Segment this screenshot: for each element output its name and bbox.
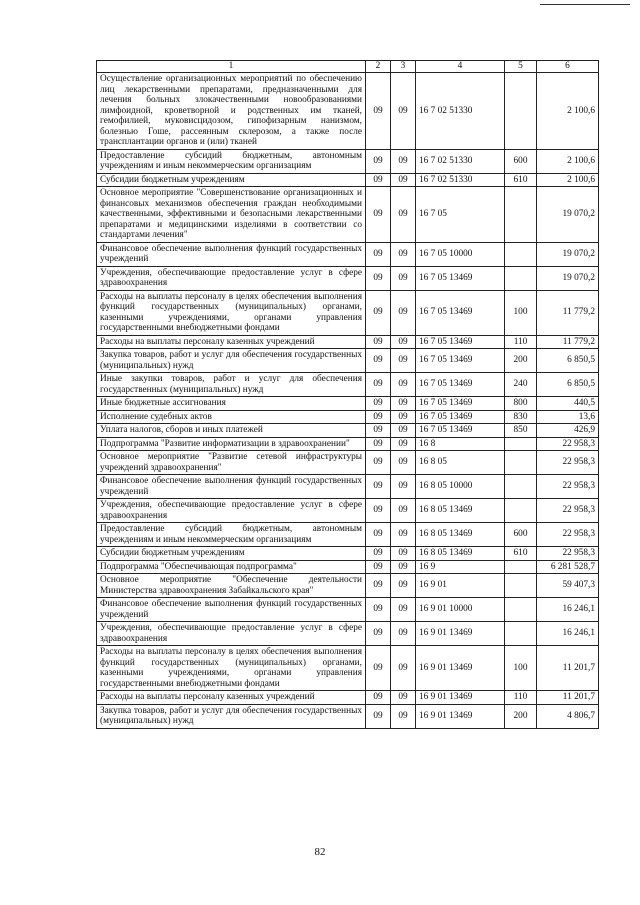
row-expense-type <box>505 242 537 266</box>
row-target-code: 16 9 01 <box>416 574 505 598</box>
row-name: Иные закупки товаров, работ и услуг для обеспечения государственных (муниципальных) нужд <box>97 373 366 397</box>
row-amount: 22 958,3 <box>537 451 599 475</box>
row-amount: 16 246,1 <box>537 598 599 622</box>
row-target-code: 16 7 05 13469 <box>416 373 505 397</box>
row-expense-type: 200 <box>505 349 537 373</box>
row-section: 09 <box>366 622 391 646</box>
row-subsection: 09 <box>391 397 416 411</box>
row-subsection: 09 <box>391 598 416 622</box>
row-section: 09 <box>366 451 391 475</box>
row-amount: 2 100,6 <box>537 149 599 173</box>
row-subsection: 09 <box>391 523 416 547</box>
row-target-code: 16 8 05 10000 <box>416 475 505 499</box>
row-name: Расходы на выплаты персоналу казенных учреждений <box>97 691 366 705</box>
budget-table <box>96 60 599 729</box>
row-section: 09 <box>366 437 391 451</box>
row-amount: 426,9 <box>537 424 599 438</box>
row-subsection: 09 <box>391 704 416 728</box>
table-row <box>97 704 599 728</box>
row-target-code: 16 9 01 13469 <box>416 622 505 646</box>
row-name: Учреждения, обеспечивающие предоставление услуг в сфере здравоохранения <box>97 622 366 646</box>
table-row <box>97 547 599 561</box>
row-subsection: 09 <box>391 349 416 373</box>
row-target-code: 16 7 02 51330 <box>416 73 505 150</box>
row-expense-type: 110 <box>505 691 537 705</box>
header-col-3: 3 <box>391 61 416 73</box>
row-name: Предоставление субсидий бюджетным, автономным учреждениям и иным некоммерческим организациям <box>97 523 366 547</box>
row-name: Субсидии бюджетным учреждениям <box>97 173 366 187</box>
row-subsection: 09 <box>391 373 416 397</box>
row-name: Основное мероприятие "Обеспечение деятельности Министерства здравоохранения Забайкальского края" <box>97 574 366 598</box>
row-subsection: 09 <box>391 499 416 523</box>
row-subsection: 09 <box>391 437 416 451</box>
row-section: 09 <box>366 410 391 424</box>
row-section: 09 <box>366 397 391 411</box>
row-name: Финансовое обеспечение выполнения функций государственных учреждений <box>97 242 366 266</box>
table-row <box>97 266 599 290</box>
row-amount: 11 779,2 <box>537 335 599 349</box>
row-name: Финансовое обеспечение выполнения функций государственных учреждений <box>97 475 366 499</box>
table-row <box>97 646 599 691</box>
row-section: 09 <box>366 349 391 373</box>
table-row <box>97 187 599 243</box>
table-row <box>97 475 599 499</box>
row-name: Исполнение судебных актов <box>97 410 366 424</box>
row-amount: 11 201,7 <box>537 691 599 705</box>
table-row <box>97 242 599 266</box>
table-row <box>97 373 599 397</box>
table-row <box>97 622 599 646</box>
row-name: Расходы на выплаты персоналу в целях обеспечения выполнения функций государственных (муниципальных) органами, казенными учреждениями, органами управления государственными внебюджетными фондами <box>97 290 366 335</box>
row-section: 09 <box>366 335 391 349</box>
row-expense-type <box>505 187 537 243</box>
row-amount: 6 850,5 <box>537 373 599 397</box>
row-amount: 11 779,2 <box>537 290 599 335</box>
row-amount: 440,5 <box>537 397 599 411</box>
row-amount: 59 407,3 <box>537 574 599 598</box>
table-row <box>97 691 599 705</box>
row-subsection: 09 <box>391 574 416 598</box>
row-expense-type: 830 <box>505 410 537 424</box>
row-expense-type <box>505 499 537 523</box>
table-row <box>97 523 599 547</box>
row-subsection: 09 <box>391 335 416 349</box>
table-row <box>97 499 599 523</box>
row-name: Финансовое обеспечение выполнения функций государственных учреждений <box>97 598 366 622</box>
row-target-code: 16 7 02 51330 <box>416 173 505 187</box>
row-section: 09 <box>366 547 391 561</box>
row-target-code: 16 8 05 13469 <box>416 523 505 547</box>
row-name: Подпрограмма "Обеспечивающая подпрограмма" <box>97 560 366 574</box>
row-section: 09 <box>366 646 391 691</box>
table-body <box>97 73 599 729</box>
row-expense-type: 800 <box>505 397 537 411</box>
row-section: 09 <box>366 242 391 266</box>
row-section: 09 <box>366 598 391 622</box>
row-amount: 22 958,3 <box>537 475 599 499</box>
header-col-6: 6 <box>537 61 599 73</box>
page-number: 82 <box>314 846 326 858</box>
top-rule <box>540 4 630 5</box>
row-amount: 2 100,6 <box>537 73 599 150</box>
table-row <box>97 424 599 438</box>
row-section: 09 <box>366 691 391 705</box>
row-section: 09 <box>366 560 391 574</box>
header-row <box>97 61 599 73</box>
row-name: Основное мероприятие "Развитие сетевой инфраструктуры учреждений здравоохранения" <box>97 451 366 475</box>
row-target-code: 16 7 05 13469 <box>416 397 505 411</box>
row-amount: 22 958,3 <box>537 499 599 523</box>
row-subsection: 09 <box>391 410 416 424</box>
row-name: Расходы на выплаты персоналу в целях обеспечения выполнения функций государственных (муниципальных) органами, казенными учреждениями, органами управления государственными внебюджетными фондами <box>97 646 366 691</box>
row-amount: 6 850,5 <box>537 349 599 373</box>
row-name: Подпрограмма "Развитие информатизации в здравоохранении" <box>97 437 366 451</box>
table-row <box>97 73 599 150</box>
row-name: Закупка товаров, работ и услуг для обеспечения государственных (муниципальных) нужд <box>97 704 366 728</box>
row-amount: 13,6 <box>537 410 599 424</box>
row-subsection: 09 <box>391 451 416 475</box>
row-expense-type: 100 <box>505 290 537 335</box>
row-name: Уплата налогов, сборов и иных платежей <box>97 424 366 438</box>
header-col-1: 1 <box>97 61 366 73</box>
row-name: Учреждения, обеспечивающие предоставление услуг в сфере здравоохранения <box>97 499 366 523</box>
row-amount: 2 100,6 <box>537 173 599 187</box>
row-name: Учреждения, обеспечивающие предоставление услуг в сфере здравоохранения <box>97 266 366 290</box>
row-expense-type: 600 <box>505 149 537 173</box>
row-subsection: 09 <box>391 73 416 150</box>
row-subsection: 09 <box>391 560 416 574</box>
row-target-code: 16 9 01 13469 <box>416 691 505 705</box>
row-section: 09 <box>366 373 391 397</box>
table-row <box>97 574 599 598</box>
row-expense-type <box>505 598 537 622</box>
row-subsection: 09 <box>391 149 416 173</box>
row-section: 09 <box>366 704 391 728</box>
row-name: Расходы на выплаты персоналу казенных учреждений <box>97 335 366 349</box>
row-amount: 4 806,7 <box>537 704 599 728</box>
row-expense-type <box>505 73 537 150</box>
row-section: 09 <box>366 187 391 243</box>
row-name: Иные бюджетные ассигнования <box>97 397 366 411</box>
row-amount: 19 070,2 <box>537 266 599 290</box>
table-row <box>97 410 599 424</box>
row-amount: 19 070,2 <box>537 187 599 243</box>
row-section: 09 <box>366 290 391 335</box>
row-amount: 16 246,1 <box>537 622 599 646</box>
table-row <box>97 149 599 173</box>
row-subsection: 09 <box>391 187 416 243</box>
row-expense-type: 600 <box>505 523 537 547</box>
row-section: 09 <box>366 499 391 523</box>
row-target-code: 16 8 05 13469 <box>416 499 505 523</box>
row-target-code: 16 9 01 13469 <box>416 646 505 691</box>
row-section: 09 <box>366 424 391 438</box>
header-col-4: 4 <box>416 61 505 73</box>
row-name: Основное мероприятие "Совершенствование организационных и финансовых механизмов обеспечения граждан необходимыми качественными, эффективными и безопасными лекарственными препаратами и медицинскими изделиями в соответствии со стандартами лечения" <box>97 187 366 243</box>
row-target-code: 16 9 <box>416 560 505 574</box>
row-subsection: 09 <box>391 622 416 646</box>
row-expense-type: 610 <box>505 173 537 187</box>
row-amount: 22 958,3 <box>537 437 599 451</box>
row-section: 09 <box>366 574 391 598</box>
row-target-code: 16 7 05 13469 <box>416 266 505 290</box>
row-expense-type: 240 <box>505 373 537 397</box>
row-amount: 6 281 528,7 <box>537 560 599 574</box>
row-target-code: 16 8 05 <box>416 451 505 475</box>
row-section: 09 <box>366 73 391 150</box>
row-expense-type: 610 <box>505 547 537 561</box>
row-target-code: 16 8 05 13469 <box>416 547 505 561</box>
row-subsection: 09 <box>391 547 416 561</box>
row-section: 09 <box>366 523 391 547</box>
row-name: Субсидии бюджетным учреждениям <box>97 547 366 561</box>
row-amount: 22 958,3 <box>537 523 599 547</box>
table-row <box>97 335 599 349</box>
row-target-code: 16 7 05 <box>416 187 505 243</box>
row-section: 09 <box>366 173 391 187</box>
row-expense-type <box>505 622 537 646</box>
row-expense-type <box>505 560 537 574</box>
row-amount: 11 201,7 <box>537 646 599 691</box>
row-target-code: 16 7 05 13469 <box>416 349 505 373</box>
row-name: Закупка товаров, работ и услуг для обеспечения государственных (муниципальных) нужд <box>97 349 366 373</box>
row-target-code: 16 7 05 13469 <box>416 290 505 335</box>
row-target-code: 16 9 01 13469 <box>416 704 505 728</box>
row-section: 09 <box>366 266 391 290</box>
table-row <box>97 173 599 187</box>
row-expense-type <box>505 574 537 598</box>
row-expense-type: 200 <box>505 704 537 728</box>
row-target-code: 16 8 <box>416 437 505 451</box>
row-subsection: 09 <box>391 424 416 438</box>
row-section: 09 <box>366 149 391 173</box>
row-expense-type <box>505 437 537 451</box>
row-subsection: 09 <box>391 691 416 705</box>
table-row <box>97 397 599 411</box>
header-col-2: 2 <box>366 61 391 73</box>
row-subsection: 09 <box>391 290 416 335</box>
table-row <box>97 349 599 373</box>
row-expense-type <box>505 266 537 290</box>
row-target-code: 16 7 05 13469 <box>416 335 505 349</box>
table-row <box>97 598 599 622</box>
row-target-code: 16 9 01 10000 <box>416 598 505 622</box>
header-col-5: 5 <box>505 61 537 73</box>
table-row <box>97 560 599 574</box>
row-subsection: 09 <box>391 266 416 290</box>
row-subsection: 09 <box>391 646 416 691</box>
row-target-code: 16 7 05 13469 <box>416 410 505 424</box>
table-row <box>97 437 599 451</box>
table-row <box>97 451 599 475</box>
row-subsection: 09 <box>391 173 416 187</box>
row-target-code: 16 7 05 10000 <box>416 242 505 266</box>
row-section: 09 <box>366 475 391 499</box>
row-subsection: 09 <box>391 475 416 499</box>
row-name: Предоставление субсидий бюджетным, автономным учреждениям и иным некоммерческим организациям <box>97 149 366 173</box>
row-subsection: 09 <box>391 242 416 266</box>
row-expense-type <box>505 451 537 475</box>
row-expense-type <box>505 475 537 499</box>
row-amount: 22 958,3 <box>537 547 599 561</box>
row-expense-type: 100 <box>505 646 537 691</box>
row-expense-type: 850 <box>505 424 537 438</box>
row-expense-type: 110 <box>505 335 537 349</box>
row-target-code: 16 7 05 13469 <box>416 424 505 438</box>
row-target-code: 16 7 02 51330 <box>416 149 505 173</box>
row-name: Осуществление организационных мероприятий по обеспечению лиц лекарственными препаратами, предназначенными для лечения больных злокачественными новообразованиями лимфоидной, кроветворной и родственных им тканей, гемофилией, муковисцидозом, гипофизарным нанизмом, болезнью Гоше, рассеянным склерозом, а также после трансплантации органов и (или) тканей <box>97 73 366 150</box>
row-amount: 19 070,2 <box>537 242 599 266</box>
table-row <box>97 290 599 335</box>
